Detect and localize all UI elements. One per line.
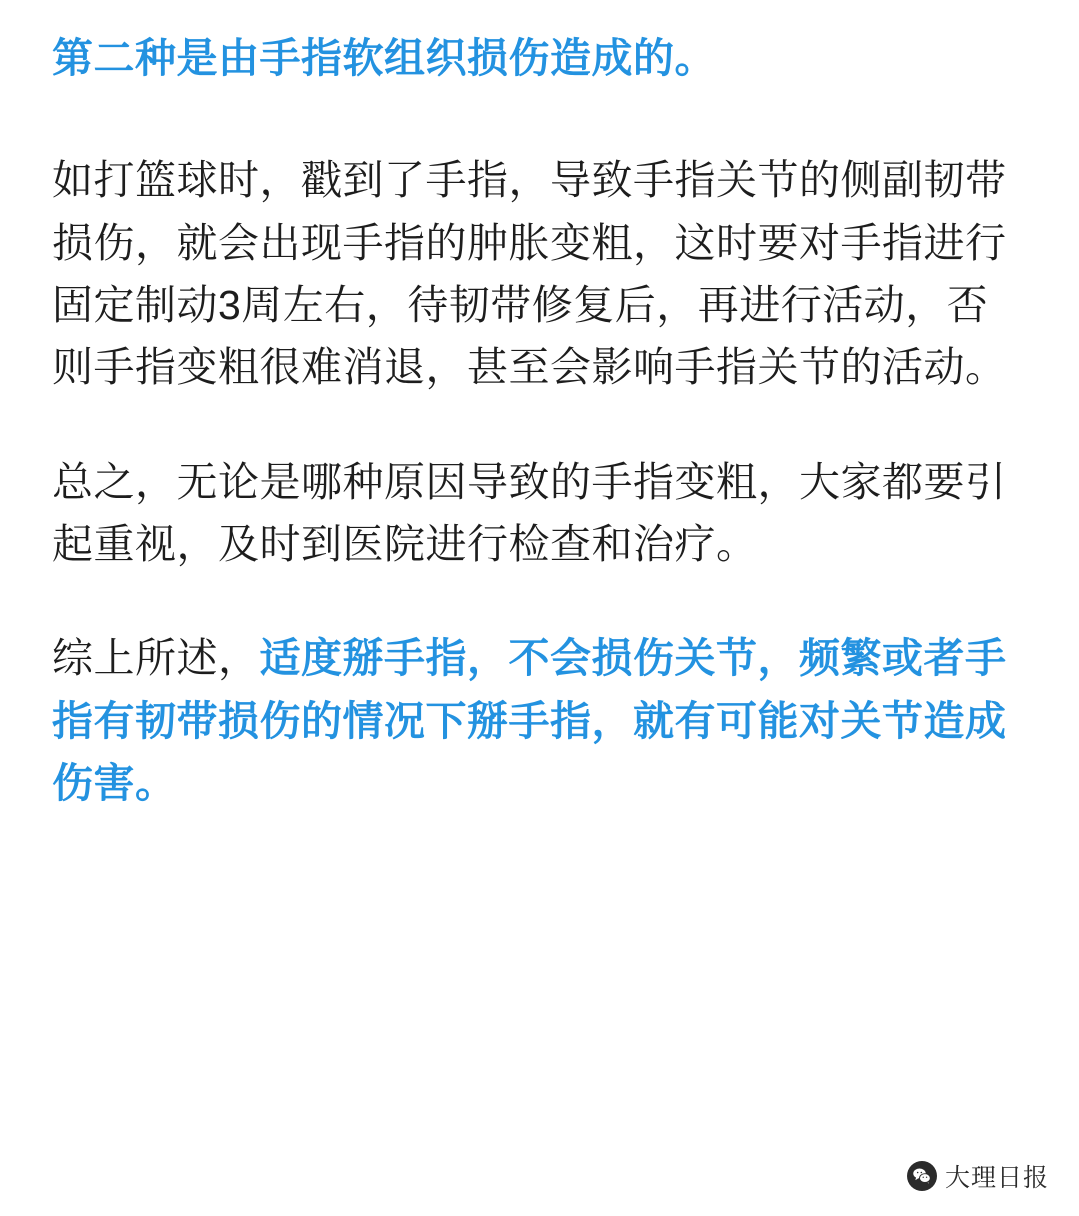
article-paragraph-2: 总之，无论是哪种原因导致的手指变粗，大家都要引起重视，及时到医院进行检查和治疗。 — [52, 458, 1007, 567]
article-heading: 第二种是由手指软组织损伤造成的。 — [52, 35, 716, 81]
closing-lead-text: 综上所述， — [52, 635, 260, 682]
closing-highlight-text: 适度掰手指，不会损伤关节，频繁或者手指有韧带损伤的情况下掰手指，就有可能对关节造成伤害。 — [52, 635, 1007, 806]
article-paragraph-1: 如打篮球时，戳到了手指，导致手指关节的侧副韧带损伤，就会出现手指的肿胀变粗，这时要对手指进行固定制动3周左右，待韧带修复后，再进行活动，否则手指变粗很难消退，甚至会影响手指关节的活动。 — [52, 157, 1007, 391]
article-closing-paragraph — [52, 627, 1027, 814]
wechat-account-name: 大理日报 — [944, 1164, 1049, 1192]
wechat-icon — [907, 1161, 937, 1191]
wechat-account-badge[interactable] — [901, 1154, 1055, 1198]
